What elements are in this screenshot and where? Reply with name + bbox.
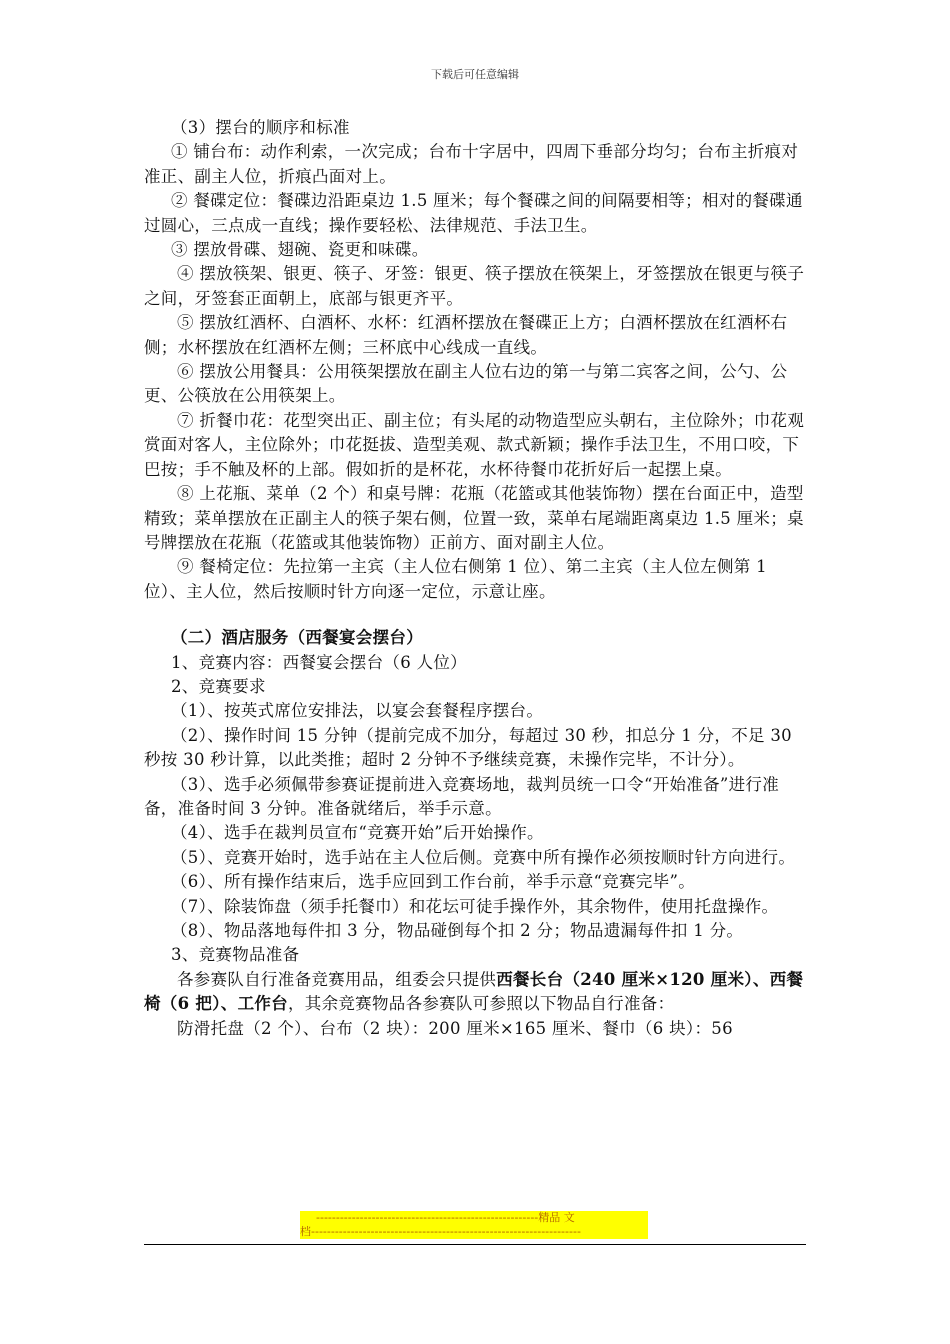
requirement-item: （7）、除装饰盘（须手托餐巾）和花坛可徒手操作外，其余物件，使用托盘操作。 (171, 896, 779, 916)
provided-items: 西餐长台（240 厘米×120 厘米）、西餐椅（6 把）、工作台 (144, 969, 804, 1014)
prep-intro-text: 各参赛队自行准备竞赛用品，组委会只提供 (177, 969, 497, 989)
requirement-item: （5）、竞赛开始时，选手站在主人位后侧。竞赛中所有操作必须按顺时针方向进行。 (171, 847, 796, 867)
list-item: ⑧ 上花瓶、菜单（2 个）和桌号牌：花瓶（花篮或其他装饰物）摆在台面正中，造型精致；菜单摆放在正副主人的筷子架右侧，位置一致，菜单右尾端距离桌边 1.5 厘米；桌号牌摆放在花瓶（花篮或其他装饰物）正前方、面对副主人位。 (144, 484, 804, 552)
page-header: 下载后可任意编辑 (431, 68, 519, 81)
part-title: （二）酒店服务（西餐宴会摆台） (171, 628, 423, 648)
requirements-title: 2、竞赛要求 (171, 676, 266, 696)
list-item: ③ 摆放骨碟、翅碗、瓷更和味碟。 (171, 240, 429, 260)
footer-watermark (300, 1211, 648, 1239)
requirement-item: （2）、操作时间 15 分钟（提前完成不加分，每超过 30 秒，扣总分 1 分，不足 30 秒按 30 秒计算，以此类推；超时 2 分钟不予继续竞赛，未操作完毕，不计分）。 (144, 725, 792, 770)
requirement-item: （4）、选手在裁判员宣布“竞赛开始”后开始操作。 (171, 823, 544, 843)
list-item: ⑥ 摆放公用餐具：公用筷架摆放在副主人位右边的第一与第二宾客之间，公勺、公更、公筷放在公用筷架上。 (144, 362, 788, 406)
list-item: ⑤ 摆放红酒杯、白酒杯、水杯：红酒杯摆放在餐碟正上方；白酒杯摆放在红酒杯右侧；水杯摆放在红酒杯左侧；三杯底中心线成一直线。 (144, 313, 788, 357)
content-label: 1、竞赛内容：西餐宴会摆台（6 人位） (171, 652, 467, 672)
prep-list: 防滑托盘（2 个）、台布（2 块）：200 厘米×165 厘米、餐巾（6 块）：56 (177, 1018, 733, 1038)
requirement-item: （8）、物品落地每件扣 3 分，物品碰倒每个扣 2 分；物品遗漏每件扣 1 分。 (171, 921, 744, 940)
footer-rule (144, 1244, 806, 1245)
requirement-item: （6）、所有操作结束后，选手应回到工作台前，举手示意“竞赛完毕”。 (171, 872, 696, 892)
requirement-item: （3）、选手必须佩带参赛证提前进入竞赛场地，裁判员统一口令“开始准备”进行准备，准备时间 3 分钟。准备就绪后，举手示意。 (144, 774, 780, 818)
prep-title: 3、竞赛物品准备 (171, 945, 300, 965)
list-item: ⑦ 折餐巾花：花型突出正、副主位；有头尾的动物造型应头朝右，主位除外；巾花观赏面对客人，主位除外；巾花挺拔、造型美观、款式新颖；操作手法卫生，不用口咬，下巴按；手不触及杯的上部。假如折的是杯花，水杯待餐巾花折好后一起摆上桌。 (144, 410, 805, 479)
prep-intro (144, 968, 808, 1017)
list-item: ⑨ 餐椅定位：先拉第一主宾（主人位右侧第 1 位）、第二主宾（主人位左侧第 1 位）、主人位，然后按顺时针方向逐一定位，示意让座。 (144, 557, 767, 601)
document-body (144, 116, 808, 1041)
list-item: ② 餐碟定位：餐碟边沿距桌边 1.5 厘米；每个餐碟之间的间隔要相等；相对的餐碟通过圆心，三点成一直线；操作要轻松、法律规范、手法卫生。 (144, 191, 803, 235)
prep-intro-text-end: ，其余竞赛物品各参赛队可参照以下物品自行准备： (287, 994, 675, 1014)
section-title: （3）摆台的顺序和标准 (171, 118, 350, 137)
footer-line-2: 档-------------------------------------------------------------------- (300, 1225, 581, 1238)
footer-line-1: --------------------------------------------------------精品 文 (316, 1211, 575, 1224)
list-item: ④ 摆放筷架、银更、筷子、牙签：银更、筷子摆放在筷架上，牙签摆放在银更与筷子之间，牙签套正面朝上，底部与银更齐平。 (144, 264, 805, 308)
requirement-item: （1）、按英式席位安排法，以宴会套餐程序摆台。 (171, 701, 544, 721)
list-item: ① 铺台布：动作利索，一次完成；台布十字居中，四周下垂部分均匀；台布主折痕对准正、副主人位，折痕凸面对上。 (144, 142, 799, 186)
